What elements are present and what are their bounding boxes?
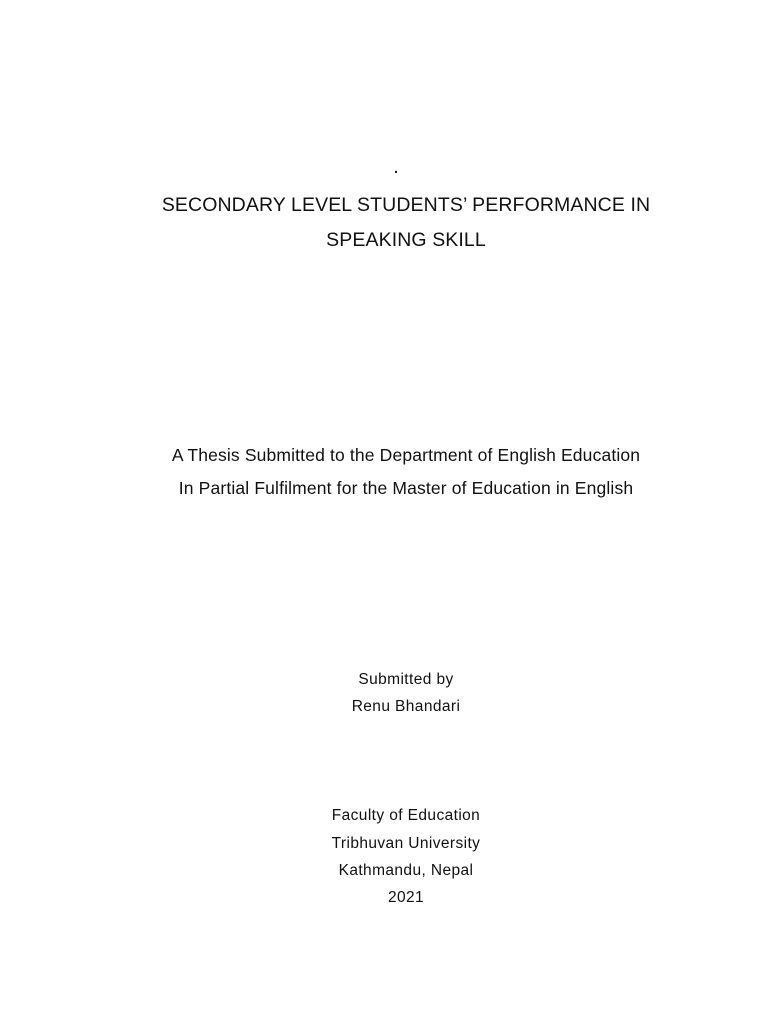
submission-year: 2021 [387,889,425,906]
submitted-by-label: Submitted by [358,671,454,688]
submission-statement-line-2: In Partial Fulfilment for the Master of Education in English [178,478,634,498]
author-name: Renu Bhandari [351,698,461,715]
thesis-title-line-1: SECONDARY LEVEL STUDENTS’ PERFORMANCE IN [161,194,651,216]
university-name: Tribhuvan University [331,835,481,852]
thesis-title-line-2: SPEAKING SKILL [326,229,486,251]
institution-location: Kathmandu, Nepal [338,862,474,879]
leading-dot: . [393,156,399,178]
faculty-name: Faculty of Education [331,807,481,824]
submission-statement-line-1: A Thesis Submitted to the Department of English Education [171,445,641,465]
